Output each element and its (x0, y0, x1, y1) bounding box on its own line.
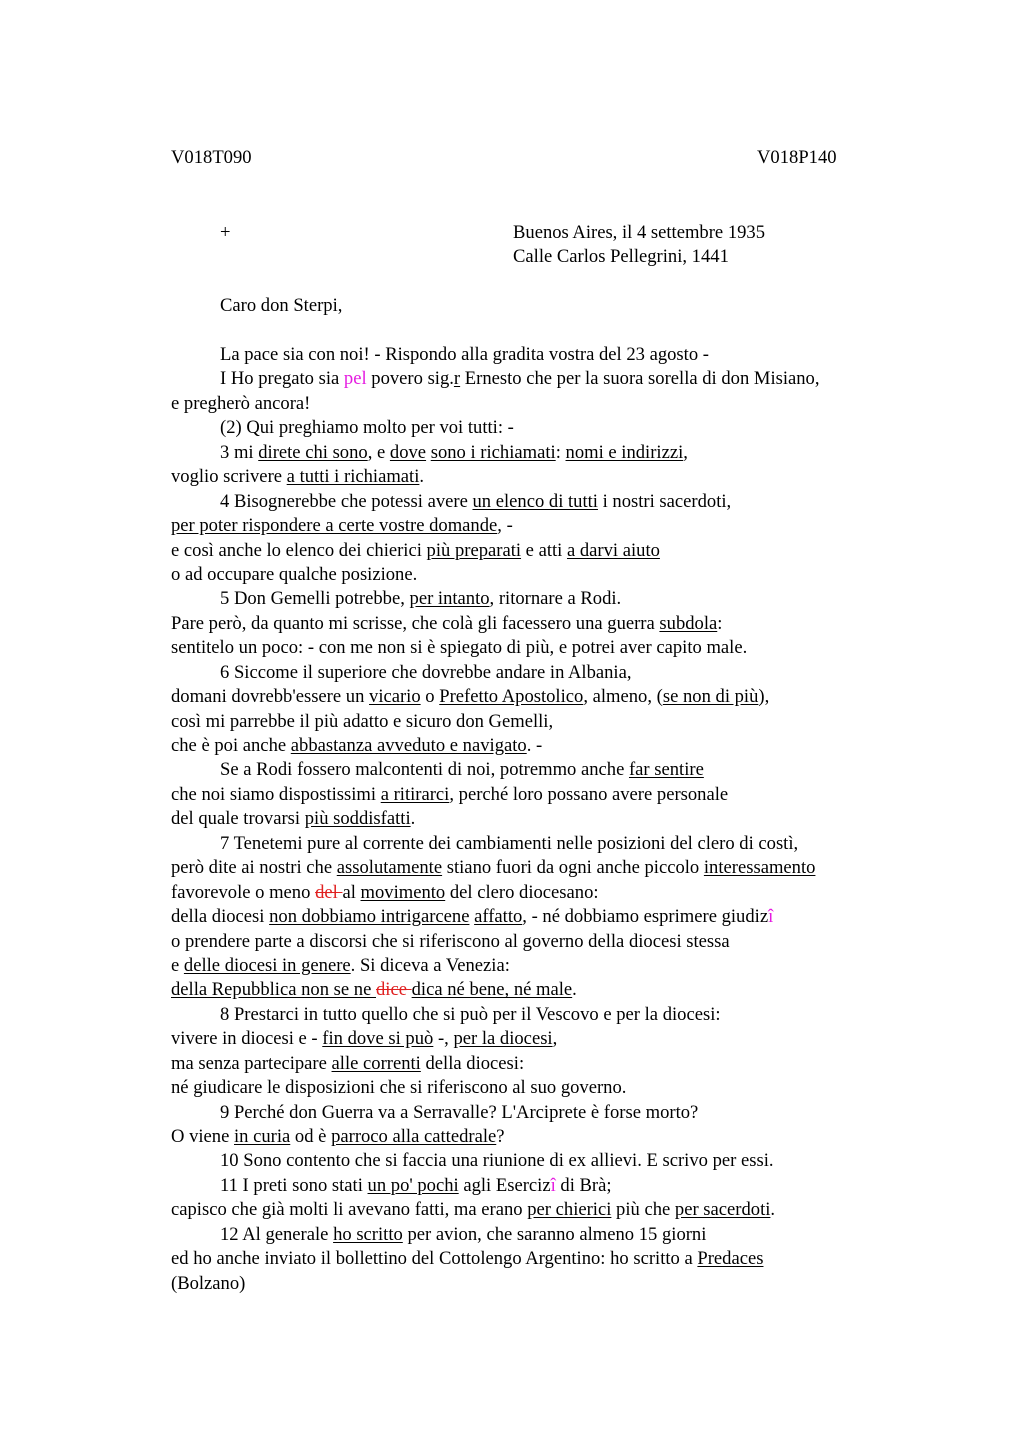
letter-line (171, 1076, 931, 1100)
text-run: del clero diocesano: (445, 881, 599, 903)
text-run: di Brà; (555, 1174, 612, 1196)
underlined-text: fin dove si può (322, 1028, 434, 1050)
text-run: . - (526, 735, 543, 756)
letter-line (171, 416, 931, 440)
text-run: e così anche lo elenco dei chierici (171, 539, 427, 561)
text-run: Pare però, da quanto mi scrisse, che colà gli facessero una guerra (171, 612, 660, 634)
underlined-text: un po' pochi (367, 1174, 459, 1196)
text-run: della diocesi: (420, 1052, 525, 1074)
text-run: ed ho anche inviato il bollettino del Cottolengo Argentino: ho scritto a (171, 1248, 698, 1270)
text-run: capisco che già molti li avevano fatti, ma erano (171, 1199, 528, 1221)
text-run: sentitelo un poco: - con me non si è spiegato di più, e potrei aver capito male. (171, 637, 748, 659)
letter-line (171, 587, 931, 611)
underlined-text: a tutti i richiamati (286, 466, 420, 488)
letter-line (171, 1052, 931, 1076)
underlined-text: se non di più (662, 686, 759, 708)
letter-line (171, 343, 931, 367)
underlined-text: non dobbiamo intrigarcene (269, 906, 470, 928)
letter-line (171, 1272, 931, 1296)
text-run: 10 Sono contento che si faccia una riunione di ex allievi. E scrivo per essi. (220, 1150, 774, 1172)
text-run: più che (611, 1199, 675, 1221)
text-run: od è (290, 1126, 332, 1147)
text-run: O viene (171, 1126, 234, 1147)
text-run: povero sig. (366, 368, 454, 390)
text-run: , (683, 441, 688, 463)
document-code-right: V018P140 (757, 147, 837, 168)
text-run: (Bolzano) (171, 1272, 246, 1294)
underlined-text: delle diocesi in genere (183, 954, 351, 976)
underlined-text: direte chi sono (258, 441, 368, 463)
deleted-text: del (315, 881, 343, 903)
underlined-text: più preparati (426, 539, 522, 561)
inserted-text: î (550, 1174, 556, 1196)
letter-line (171, 978, 931, 1002)
underlined-text: affatto (474, 906, 523, 928)
deleted-text: dice (376, 979, 412, 1001)
letter-line (171, 1027, 931, 1051)
underlined-text: r (453, 368, 461, 390)
letter-line (171, 441, 931, 465)
text-run: , perché loro possano avere personale (449, 783, 729, 805)
text-run: , - (497, 515, 513, 537)
text-run: che noi siamo dispostissimi (171, 783, 381, 805)
text-run: : (555, 441, 566, 463)
text-run: o prendere parte a discorsi che si riferiscono al governo della diocesi stessa (171, 930, 730, 952)
text-run: agli Eserciz (458, 1174, 551, 1196)
text-run: Ernesto che per la suora sorella di don Misiano, (460, 368, 820, 390)
text-run: , e (367, 441, 390, 463)
text-run: 4 Bisognerebbe che potessi avere (220, 490, 473, 512)
underlined-text: in curia (234, 1126, 291, 1147)
underlined-text: Prefetto Apostolico (439, 686, 584, 708)
letter-line (171, 856, 931, 880)
underlined-text: della Repubblica non se ne (171, 979, 376, 1001)
underlined-text: a darvi aiuto (566, 539, 660, 561)
letter-body (171, 343, 931, 1296)
underlined-text: nomi e indirizzi (565, 441, 684, 463)
place-date-line: Buenos Aires, il 4 settembre 1935 (513, 222, 766, 243)
text-run: . (770, 1199, 776, 1221)
text-run: domani dovrebb'essere un (171, 686, 370, 708)
text-run: . (419, 466, 425, 488)
text-run: stiano fuori da ogni anche piccolo (442, 857, 704, 879)
text-run: che è poi anche (171, 735, 291, 756)
text-run: 5 Don Gemelli potrebbe, (220, 588, 410, 610)
underlined-text: per intanto (409, 588, 490, 610)
letter-line (171, 954, 931, 978)
text-run: favorevole o meno (171, 881, 316, 903)
text-run: però dite ai nostri che (171, 857, 337, 879)
text-run: I Ho pregato sia (220, 368, 344, 390)
letter-line (171, 661, 931, 685)
place-date-block (513, 221, 765, 270)
text-run: 6 Siccome il superiore che dovrebbe andare in Albania, (220, 661, 632, 683)
address-line: Calle Carlos Pellegrini, 1441 (513, 246, 729, 268)
underlined-text: parroco alla cattedrale (331, 1126, 497, 1147)
underlined-text: un elenco di tutti (472, 490, 598, 512)
underlined-text: sono i richiamati (430, 441, 556, 463)
letter-line (171, 367, 931, 391)
text-run: ), (758, 686, 770, 708)
underlined-text: per poter rispondere a certe vostre domande (171, 515, 498, 537)
letter-line (171, 1247, 931, 1271)
underlined-text: dica né bene, né male (411, 979, 573, 1001)
cross-mark: + (220, 222, 231, 243)
text-run: né giudicare le disposizioni che si riferiscono al suo governo. (171, 1077, 627, 1099)
underlined-text: più soddisfatti (304, 808, 411, 830)
underlined-text: Predaces (697, 1248, 764, 1270)
letter-line (171, 783, 931, 807)
text-run: i nostri sacerdoti, (597, 490, 732, 512)
text-run: (2) Qui preghiamo molto per voi tutti: - (220, 417, 514, 439)
text-run: , (552, 1028, 558, 1050)
underlined-text: per la diocesi (453, 1028, 553, 1050)
text-run: ? (496, 1126, 505, 1147)
letter-line (171, 514, 931, 538)
text-run: e (171, 954, 184, 976)
letter-line (171, 1003, 931, 1027)
underlined-text: ho scritto (333, 1223, 403, 1245)
text-run: : (717, 612, 723, 634)
letter-line (171, 1101, 931, 1125)
letter-line (171, 832, 931, 856)
underlined-text: a ritirarci (380, 783, 450, 805)
text-run: voglio scrivere (171, 466, 287, 488)
underlined-text: dove (389, 441, 427, 463)
letter-line (171, 1125, 931, 1149)
letter-line (171, 710, 931, 734)
underlined-text: movimento (360, 881, 446, 903)
inserted-text: î (768, 906, 774, 928)
letter-line (171, 1223, 931, 1247)
text-run: -, (433, 1028, 454, 1050)
text-run: e atti (521, 539, 567, 561)
letter-line (171, 758, 931, 782)
text-run: o ad occupare qualche posizione. (171, 563, 418, 585)
underlined-text: interessamento (703, 857, 816, 879)
letter-line (171, 539, 931, 563)
underlined-text: vicario (369, 686, 421, 708)
text-run: La pace sia con noi! - Rispondo alla gradita vostra del 23 agosto - (220, 344, 709, 365)
text-run: , almeno, ( (583, 686, 663, 708)
text-run: ma senza partecipare (171, 1052, 332, 1074)
letter-line (171, 807, 931, 831)
text-run: 3 mi (220, 441, 259, 463)
underlined-text: assolutamente (336, 857, 443, 879)
document-code-left: V018T090 (171, 147, 252, 168)
letter-line (171, 1149, 931, 1173)
text-run: 12 Al generale (220, 1223, 334, 1245)
text-run: per avion, che saranno almeno 15 giorni (402, 1223, 707, 1245)
text-run: . Si diceva a Venezia: (350, 954, 510, 976)
letter-line (171, 636, 931, 660)
underlined-text: subdola (659, 612, 718, 634)
salutation: Caro don Sterpi, (220, 295, 343, 316)
underlined-text: abbastanza avveduto e navigato (290, 735, 527, 756)
letter-line (171, 392, 931, 416)
text-run: . (410, 808, 416, 830)
letter-line (171, 465, 931, 489)
text-run: della diocesi (171, 906, 270, 928)
text-run: così mi parrebbe il più adatto e sicuro don Gemelli, (171, 710, 554, 732)
inserted-text: pel (343, 368, 367, 390)
text-run: 8 Prestarci in tutto quello che si può per il Vescovo e per la diocesi: (220, 1003, 721, 1025)
text-run: Se a Rodi fossero malcontenti di noi, potremmo anche (220, 759, 629, 781)
underlined-text: per chierici (527, 1199, 612, 1221)
letter-line (171, 563, 931, 587)
letter-line (171, 1174, 931, 1198)
text-run: o (420, 686, 440, 708)
letter-line (171, 1198, 931, 1222)
text-run: vivere in diocesi e - (171, 1028, 323, 1050)
underlined-text: alle correnti (331, 1052, 421, 1074)
text-run: e pregherò ancora! (171, 392, 311, 414)
letter-line (171, 685, 931, 709)
underlined-text: per sacerdoti (674, 1199, 771, 1221)
text-run: 9 Perché don Guerra va a Serravalle? L'Arciprete è forse morto? (220, 1101, 699, 1123)
text-run: del quale trovarsi (171, 808, 305, 830)
letter-line (171, 490, 931, 514)
text-run: , ritornare a Rodi. (489, 588, 622, 610)
text-run: , - né dobbiamo esprimere giudiz (522, 906, 769, 928)
letter-line (171, 734, 931, 758)
text-run: 11 I preti sono stati (220, 1174, 368, 1196)
text-run: . (572, 979, 577, 1001)
letter-line (171, 612, 931, 636)
text-run: al (342, 881, 361, 903)
underlined-text: far sentire (628, 759, 704, 781)
text-run: 7 Tenetemi pure al corrente dei cambiamenti nelle posizioni del clero di costì, (220, 832, 799, 854)
letter-line (171, 905, 931, 929)
letter-line (171, 881, 931, 905)
letter-line (171, 930, 931, 954)
